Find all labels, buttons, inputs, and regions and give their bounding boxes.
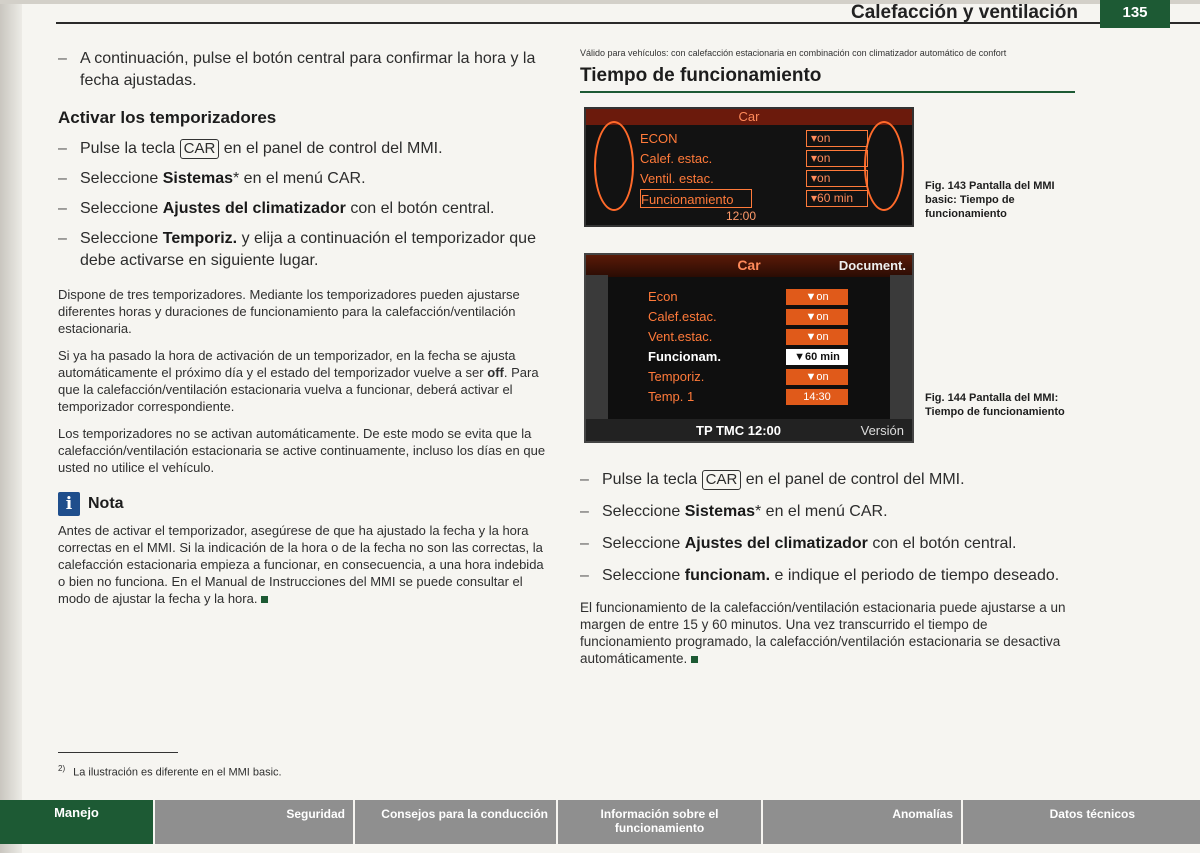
screen-row-value: ▾60 min xyxy=(806,190,868,207)
step-bold: Temporiz. xyxy=(162,230,238,247)
figure-caption-text: Pantalla del MMI: Tiempo de funcionamiento xyxy=(925,392,1065,418)
screen-row-value: ▼on xyxy=(786,369,848,385)
screen-title-bar xyxy=(586,255,912,277)
figure-144 xyxy=(580,253,1080,453)
step-text: Seleccione xyxy=(602,535,681,552)
step-1 xyxy=(580,469,1080,491)
right-bezel xyxy=(890,275,912,423)
nav-tab-manejo[interactable]: Manejo xyxy=(0,800,155,844)
nav-tab-datos-tecnicos[interactable]: Datos técnicos xyxy=(1049,807,1135,821)
note-title: Nota xyxy=(88,495,124,512)
para-text: El funcionamiento de la calefacción/ventilación estacionaria puede ajustarse a un margen de entre 15 y 60 minutos. Una vez transcurrido el tiempo de funcionamiento programado, la calefacción/ventilación estacionaria se desactiva automáticamente. xyxy=(580,600,1066,666)
paragraph-temporizadores: Dispone de tres temporizadores. Mediante los temporizadores pueden ajustarse diferentes horas y duraciones de funcionamiento para la calefacción/ventilación estacionaria. xyxy=(58,287,520,336)
left-bezel xyxy=(586,275,608,423)
screen-row-value: 14:30 xyxy=(786,389,848,405)
screen-row-value: ▼on xyxy=(786,289,848,305)
step-bold: Sistemas xyxy=(162,170,233,187)
nav-tab-anomalias[interactable]: Anomalías xyxy=(763,800,963,844)
screen-row-label: Calef. estac. xyxy=(640,151,713,166)
step-3 xyxy=(58,198,548,220)
step-4 xyxy=(58,228,548,272)
note-text xyxy=(58,522,548,607)
screen-row-label-selected: Funcionamiento xyxy=(640,189,752,208)
screen-row-label: ECON xyxy=(640,131,678,146)
car-key-icon: CAR xyxy=(180,139,220,159)
step-text: Pulse la tecla xyxy=(602,471,698,488)
page-number: 135 xyxy=(1100,0,1170,28)
end-mark-icon xyxy=(261,596,268,603)
figure-number: Fig. 144 xyxy=(925,392,966,404)
mmi-screen xyxy=(584,253,914,443)
step-text: con el botón central. xyxy=(350,200,495,217)
step-text: Pulse la tecla xyxy=(80,140,176,157)
page-binding-edge xyxy=(0,0,22,853)
step-text: Seleccione xyxy=(602,567,681,584)
step-text: Seleccione xyxy=(602,503,681,520)
footnote-mark: 2) xyxy=(58,764,66,773)
screen-row-value: ▾on xyxy=(806,130,868,147)
screen-row-label: Temp. 1 xyxy=(648,389,695,404)
footnote-rule xyxy=(58,752,178,753)
figure-caption-text: Pantalla del MMI basic: Tiempo de funcionamiento xyxy=(925,180,1055,220)
step-2 xyxy=(58,168,548,190)
screen-row-value: ▾on xyxy=(806,150,868,167)
right-column xyxy=(580,48,1080,677)
screen-title: Car xyxy=(737,257,761,273)
step-text: Seleccione xyxy=(80,200,159,217)
paragraph-no-auto: Los temporizadores no se activan automáticamente. De este modo se evita que la calefacción/ventilación estacionaria se active continuamente, incluso los días en que usted no utilice el vehículo. xyxy=(58,426,546,475)
mmi-basic-screen xyxy=(584,107,914,227)
footnote-text: La ilustración es diferente en el MMI basic. xyxy=(73,766,282,779)
paragraph-funcionamiento xyxy=(580,599,1080,667)
step-text: e indique el periodo de tiempo deseado. xyxy=(774,567,1060,584)
para-text: . Para que la calefacción/ventilación estacionaria vuelva a funcionar, deberá activar el temporizador correspondiente. xyxy=(58,365,539,414)
screen-row-label-selected: Funcionam. xyxy=(648,349,721,364)
screen-row-label: Ventil. estac. xyxy=(640,171,714,186)
figure-number: Fig. 143 xyxy=(925,180,966,192)
screen-row-value: ▼on xyxy=(786,309,848,325)
section-heading-temporizadores: Activar los temporizadores xyxy=(58,108,277,127)
step-2 xyxy=(580,501,1080,523)
screen-row-label: Temporiz. xyxy=(648,369,705,384)
screen-row-value: ▾on xyxy=(806,170,868,187)
footnote xyxy=(58,764,282,779)
para-text: Si ya ha pasado la hora de activación de un temporizador, en la fecha se ajusta automáticamente el próximo día y el estado del temporizador vuelve a ser xyxy=(58,348,516,380)
screen-clock: TP TMC 12:00 xyxy=(696,423,782,438)
info-icon: i xyxy=(58,492,80,516)
section-title-tiempo: Tiempo de funcionamiento xyxy=(580,65,1075,93)
nav-tab-seguridad[interactable]: Seguridad xyxy=(155,800,355,844)
note-header xyxy=(58,492,548,516)
step-text: en el panel de control del MMI. xyxy=(223,140,443,157)
step-text: * en el menú CAR. xyxy=(233,170,366,187)
step-bold: Ajustes del climatizador xyxy=(162,200,346,217)
screen-row-value: ▼on xyxy=(786,329,848,345)
page-header-title: Calefacción y ventilación xyxy=(850,2,1078,23)
step-text: con el botón central. xyxy=(872,535,1017,552)
car-key-icon: CAR xyxy=(702,470,742,490)
figure-143 xyxy=(580,107,1080,237)
nav-tab-informacion[interactable]: Información sobre el funcionamiento xyxy=(558,800,763,844)
figure-144-caption xyxy=(925,391,1075,419)
step-bold: Sistemas xyxy=(684,503,755,520)
note-body: Antes de activar el temporizador, asegúrese de que ha ajustado la fecha y la hora correctas en el MMI. Si la indicación de la hora o de la fecha no son las correctas, la calefacción estacionaria empieza a funcionar, en consecuencia, a una hora indebida o bien no funciona. En el Manual de Instrucciones del MMI se puede consultar el modo de ajustar la fecha y la hora. xyxy=(58,523,544,606)
screen-document-label: Document. xyxy=(838,258,906,273)
screen-row-label: Vent.estac. xyxy=(648,329,713,344)
paragraph-off-status xyxy=(58,347,548,415)
right-arc-decoration xyxy=(864,121,904,211)
screen-row-label: Econ xyxy=(648,289,678,304)
screen-title: Car xyxy=(586,109,912,125)
step-text: en el panel de control del MMI. xyxy=(745,471,965,488)
figure-143-caption xyxy=(925,179,1075,221)
section-navigation xyxy=(0,800,1200,844)
step-3 xyxy=(580,533,1080,555)
step-4 xyxy=(580,565,1080,587)
right-steps xyxy=(580,469,1080,587)
screen-row-value-selected: ▼60 min xyxy=(786,349,848,365)
step-1 xyxy=(58,138,548,160)
step-text: Seleccione xyxy=(80,170,159,187)
left-column xyxy=(58,48,548,617)
left-arc-decoration xyxy=(594,121,634,211)
screen-clock: 12:00 xyxy=(726,209,757,223)
step-text: y elija a continuación el temporizador que debe activarse en siguiente lugar. xyxy=(80,230,536,269)
screen-version-label: Versión xyxy=(860,423,904,438)
intro-step: – A continuación, pulse el botón central para confirmar la hora y la fecha ajustadas. xyxy=(58,48,548,92)
validity-note: Válido para vehículos: con calefacción estacionaria en combinación con climatizador automático de confort xyxy=(580,48,1007,58)
step-text: * en el menú CAR. xyxy=(755,503,888,520)
end-mark-icon xyxy=(691,656,698,663)
step-bold: funcionam. xyxy=(684,567,771,584)
step-bold: Ajustes del climatizador xyxy=(684,535,868,552)
step-text: Seleccione xyxy=(80,230,159,247)
nav-tab-consejos[interactable]: Consejos para la conducción xyxy=(355,800,558,844)
para-bold: off xyxy=(487,365,504,380)
screen-row-label: Calef.estac. xyxy=(648,309,717,324)
